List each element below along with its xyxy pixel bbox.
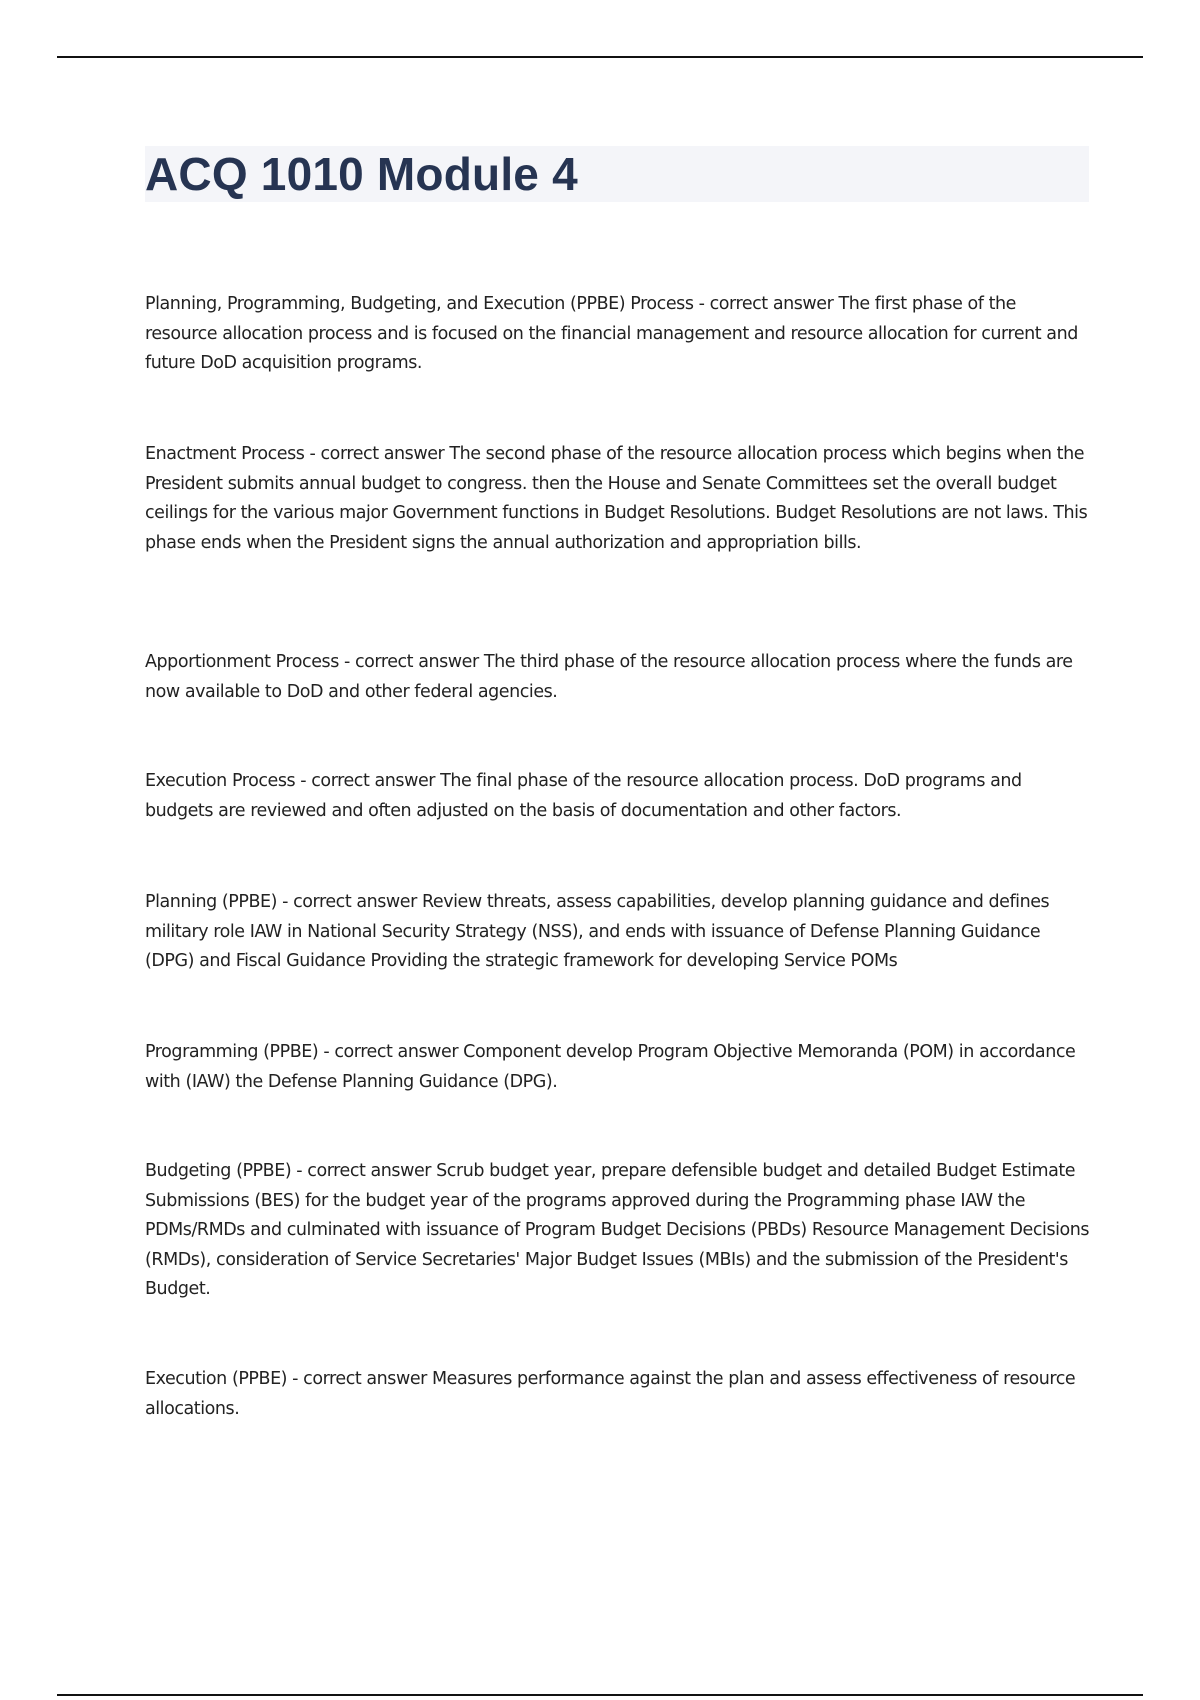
page-title: ACQ 1010 Module 4 xyxy=(145,148,578,200)
bottom-divider xyxy=(57,1694,1143,1696)
flashcard-entry-execution-ppbe: Execution (PPBE) - correct answer Measures performance against the plan and assess effectiveness of resource allocations. xyxy=(145,1369,1076,1419)
flashcard-entry-execution-process: Execution Process - correct answer The final phase of the resource allocation process. DoD programs and budgets are reviewed and often adjusted on the basis of documentation and other factors. xyxy=(145,771,1022,821)
flashcard-entry-planning-ppbe: Planning (PPBE) - correct answer Review threats, assess capabilities, develop planning guidance and defines military role IAW in National Security Strategy (NSS), and ends with issuance of Defense Planning Guidance (DPG) and Fiscal Guidance Providing the strategic framework for developing Service POMs xyxy=(145,892,1050,971)
flashcard-entry-programming-ppbe: Programming (PPBE) - correct answer Component develop Program Objective Memoranda (POM) in accordance with (IAW) the Defense Planning Guidance (DPG). xyxy=(145,1042,1076,1092)
flashcard-entry-ppbe-process: Planning, Programming, Budgeting, and Execution (PPBE) Process - correct answer The first phase of the resource allocation process and is focused on the financial management and resource allocation for current and future DoD acquisition programs. xyxy=(145,294,1078,373)
flashcard-entry-budgeting-ppbe: Budgeting (PPBE) - correct answer Scrub budget year, prepare defensible budget and detailed Budget Estimate Submissions (BES) for the budget year of the programs approved during the Programming phase IAW the PDMs/RMDs and culminated with issuance of Program Budget Decisions (PBDs) Resource Management Decisions (RMDs), consideration of Service Secretaries' Major Budget Issues (MBIs) and the submission of the President's Budget. xyxy=(145,1161,1090,1299)
top-divider xyxy=(57,56,1143,58)
flashcard-entry-enactment-process: Enactment Process - correct answer The second phase of the resource allocation process which begins when the President submits annual budget to congress. then the House and Senate Committees set the overall budget ceilings for the various major Government functions in Budget Resolutions. Budget Resolutions are not laws. This phase ends when the President signs the annual authorization and appropriation bills. xyxy=(145,444,1088,553)
flashcard-entry-apportionment-process: Apportionment Process - correct answer The third phase of the resource allocation process where the funds are now available to DoD and other federal agencies. xyxy=(145,652,1073,702)
